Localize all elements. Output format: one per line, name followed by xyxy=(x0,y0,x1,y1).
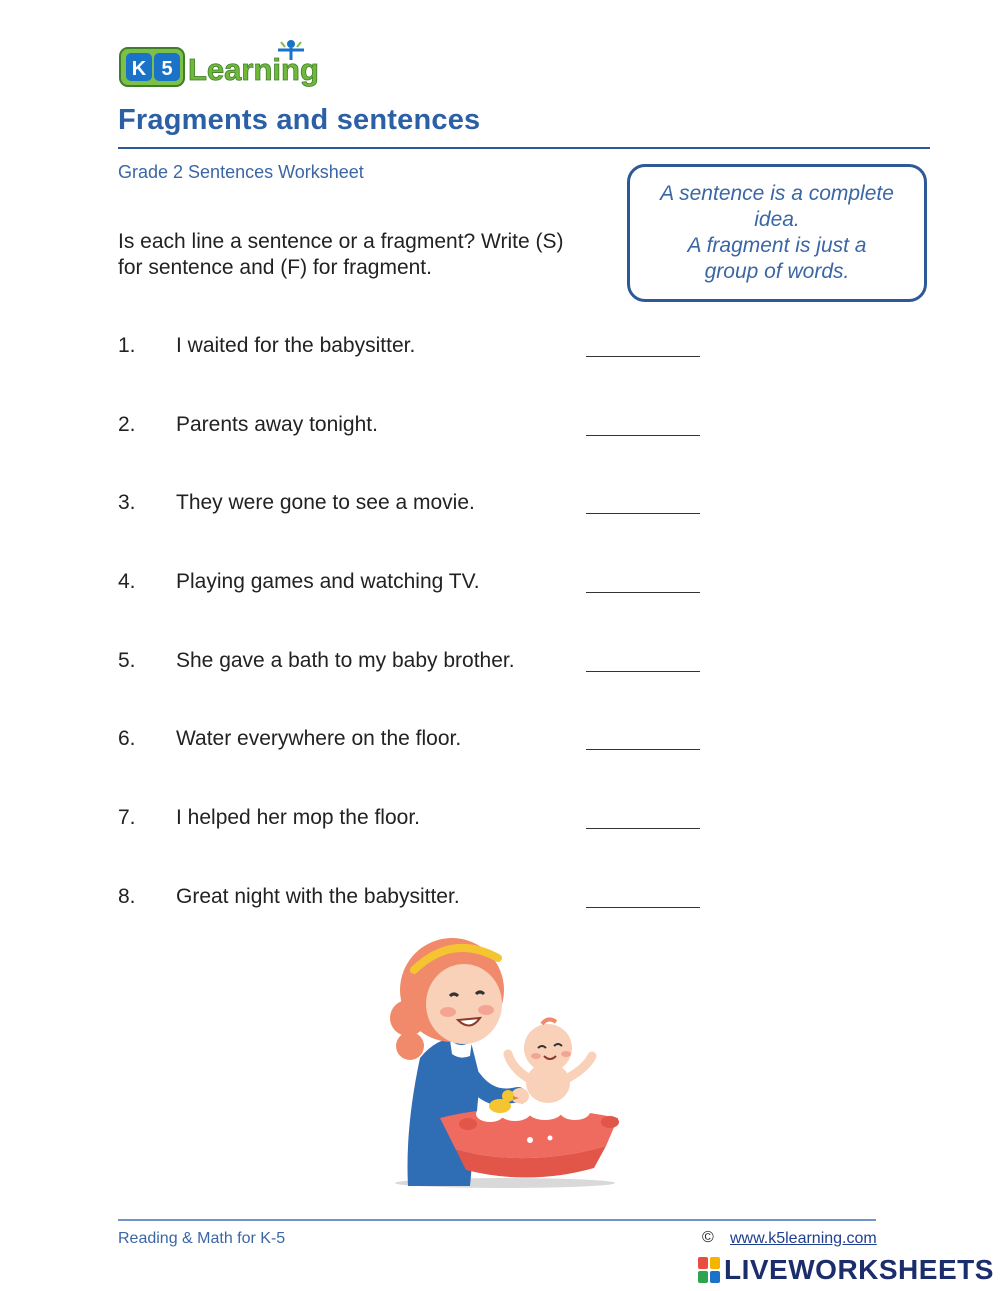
question-number: 1. xyxy=(118,334,136,357)
question-row xyxy=(118,649,718,679)
question-text: Great night with the babysitter. xyxy=(176,885,460,908)
answer-blank[interactable] xyxy=(586,828,700,829)
instructions: Is each line a sentence or a fragment? Write (S) for sentence and (F) for fragment. xyxy=(118,230,564,279)
question-text: Playing games and watching TV. xyxy=(176,570,480,593)
question-text: Water everywhere on the floor. xyxy=(176,727,462,750)
question-number: 7. xyxy=(118,806,136,829)
babysitter-bath-illustration xyxy=(380,928,630,1190)
question-row xyxy=(118,334,718,364)
question-row xyxy=(118,491,718,521)
definition-box xyxy=(627,164,927,302)
question-row xyxy=(118,570,718,600)
footer-tagline: Reading & Math for K-5 xyxy=(118,1230,286,1247)
answer-blank[interactable] xyxy=(586,435,700,436)
svg-text:5: 5 xyxy=(161,58,173,80)
question-text: They were gone to see a movie. xyxy=(176,491,475,514)
answer-blank[interactable] xyxy=(586,907,700,908)
title-divider xyxy=(118,147,930,149)
answer-blank[interactable] xyxy=(586,513,700,514)
liveworksheets-text: LIVEWORKSHEETS xyxy=(724,1254,994,1285)
question-number: 8. xyxy=(118,885,136,908)
svg-text:K: K xyxy=(131,58,147,80)
k5learning-link[interactable]: www.k5learning.com xyxy=(730,1230,877,1247)
question-number: 3. xyxy=(118,491,136,514)
question-text: She gave a bath to my baby brother. xyxy=(176,649,515,672)
question-row xyxy=(118,727,718,757)
definition-line: group of words. xyxy=(704,260,850,283)
question-row xyxy=(118,413,718,443)
question-text: I waited for the babysitter. xyxy=(176,334,416,357)
question-text: I helped her mop the floor. xyxy=(176,806,420,829)
answer-blank[interactable] xyxy=(586,592,700,593)
definition-line: A sentence is a complete xyxy=(660,182,894,205)
definition-line: idea. xyxy=(754,208,800,231)
worksheet-subtitle: Grade 2 Sentences Worksheet xyxy=(118,162,364,182)
question-text: Parents away tonight. xyxy=(176,413,378,436)
question-number: 4. xyxy=(118,570,136,593)
question-row xyxy=(118,806,718,836)
k5-learning-logo xyxy=(118,38,333,90)
answer-blank[interactable] xyxy=(586,749,700,750)
answer-blank[interactable] xyxy=(586,671,700,672)
question-number: 2. xyxy=(118,413,136,436)
answer-blank[interactable] xyxy=(586,356,700,357)
question-number: 5. xyxy=(118,649,136,672)
page-title: Fragments and sentences xyxy=(118,104,481,136)
definition-line: A fragment is just a xyxy=(687,234,867,257)
question-number: 6. xyxy=(118,727,136,750)
liveworksheets-brand[interactable] xyxy=(698,1256,994,1284)
copyright-symbol: © xyxy=(702,1229,714,1246)
liveworksheets-logo-icon xyxy=(698,1257,720,1283)
footer-divider xyxy=(118,1219,876,1221)
question-row xyxy=(118,885,718,915)
svg-text:Learning: Learning xyxy=(188,52,319,87)
